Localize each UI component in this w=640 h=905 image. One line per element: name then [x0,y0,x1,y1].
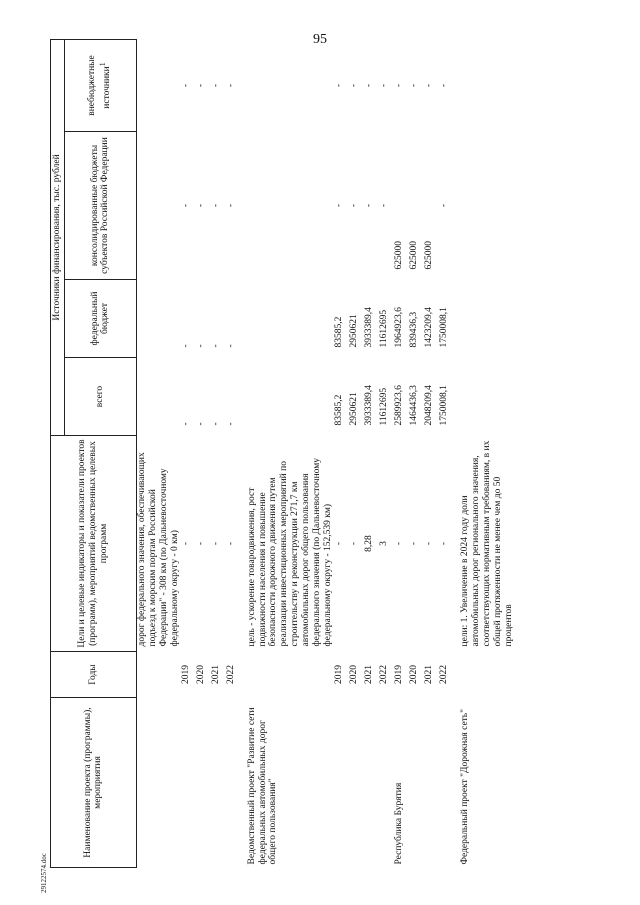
indicator-cell: 3 [378,541,389,546]
regional-cell: - [180,203,191,208]
regional-cell: - [195,203,206,208]
year-cell: 2020 [408,665,419,684]
indicator-cell: - [423,541,434,546]
extra-cell: - [180,83,191,88]
header-name: Наименование проекта (программы), мероприятия [51,698,137,868]
total-cell: 11612695 [378,387,389,426]
regional-cell: - [363,203,374,208]
federal-cell: 83585,2 [333,316,344,348]
header-total: всего [64,358,136,436]
indicator-cell: - [348,541,359,546]
region-name: Республика Бурятия [393,782,404,865]
year-cell: 2020 [195,665,206,684]
extra-cell: - [210,83,221,88]
total-cell: 83585,2 [333,394,344,426]
federal-cell: - [210,344,221,348]
header-goals: Цели и целевые индикаторы и показатели проектов (программ), мероприятий ведомственных целевых программ [51,436,137,652]
total-cell: 2950621 [348,392,359,426]
extra-cell: - [408,83,419,88]
indicator-cell: - [195,541,206,546]
federal-cell: 1423209,4 [423,307,434,348]
extra-cell: - [438,83,449,88]
total-cell: - [225,422,236,426]
project-goal: цель - ускорение товародвижения, рост подвижности населения и повышение безопасности дорожного движения путем реализации инвестиционных мероприятий по строительству и реконструкции 271,7 км автомобильных дорог общего пользования федерального значения (по Дальневосточному федеральному округу - 152,539 км) [246,458,334,647]
total-cell: 1750008,1 [438,385,449,426]
indicator-cell: 8,28 [363,535,374,552]
total-cell: 3933389,4 [363,385,374,426]
extra-cell: - [195,83,206,88]
total-cell: - [180,422,191,426]
federal-cell: 1750008,1 [438,307,449,348]
total-cell: 2048209,4 [423,385,434,426]
header-extra-label: внебюджетные источники [87,55,113,116]
header-years: Годы [51,652,137,698]
extra-cell: - [225,83,236,88]
total-cell: - [210,422,221,426]
year-cell: 2022 [438,665,449,684]
year-cell: 2019 [393,665,404,684]
regional-cell: - [225,203,236,208]
regional-cell: 625000 [423,241,434,270]
federal-cell: 11612695 [378,309,389,348]
total-cell: 2589923,6 [393,385,404,426]
year-cell: 2021 [210,665,221,684]
year-cell: 2019 [333,665,344,684]
federal-cell: - [195,344,206,348]
year-cell: 2022 [225,665,236,684]
extra-cell: - [333,83,344,88]
regional-cell: - [438,203,449,208]
extra-cell: - [348,83,359,88]
extra-cell: - [378,83,389,88]
project-goal: цели: 1. Увеличение в 2024 году доли автомобильных дорог регионального значения, соответствующих нормативным требованиям, в их общей протяженности не менее чем до 50 процентов [459,440,514,647]
indicator-cell: - [210,541,221,546]
extra-cell: - [423,83,434,88]
indicator-cell: - [438,541,449,546]
financing-table [50,39,515,868]
year-cell: 2019 [180,665,191,684]
total-cell: 1464436,3 [408,385,419,426]
regional-cell: 625000 [393,241,404,270]
header-financing-group: Источники финансирования, тыс. рублей [51,40,65,436]
federal-cell: 839436,3 [408,311,419,348]
extra-cell: - [393,83,404,88]
header-regional: консолидированные бюджеты субъектов Российской Федерации [64,132,136,280]
total-cell: - [195,422,206,426]
intro-goal-text: дорог федерального значения, обеспечивающих подъезд к морским портам Российской Федерации" - 308 км (по Дальневосточному федеральному округу - 0 км) [136,452,180,647]
header-federal: федеральный бюджет [64,280,136,358]
federal-cell: - [225,344,236,348]
indicator-cell: - [393,541,404,546]
header-extra-footnote: 1 [98,62,108,67]
federal-cell: 2950621 [348,314,359,348]
regional-cell: - [378,203,389,208]
federal-cell: - [180,344,191,348]
regional-cell: 625000 [408,241,419,270]
regional-cell: - [348,203,359,208]
extra-cell: - [363,83,374,88]
rotated-table-container [50,40,593,868]
indicator-cell: - [408,541,419,546]
regional-cell: - [210,203,221,208]
year-cell: 2020 [348,665,359,684]
page-number: 95 [313,32,327,47]
year-cell: 2021 [423,665,434,684]
regional-cell: - [333,203,344,208]
indicator-cell: - [180,541,191,546]
indicator-cell: - [333,541,344,546]
federal-cell: 1964923,6 [393,307,404,348]
year-cell: 2021 [363,665,374,684]
project-name: Ведомственный проект "Развитие сети федеральных автомобильных дорог общего пользования" [246,707,279,865]
year-cell: 2022 [378,665,389,684]
federal-cell: 3933389,4 [363,307,374,348]
indicator-cell: - [225,541,236,546]
document-filename: 29122574.doc [40,853,48,893]
project-name: Федеральный проект "Дорожная сеть" [459,708,470,865]
header-extra [64,40,136,132]
